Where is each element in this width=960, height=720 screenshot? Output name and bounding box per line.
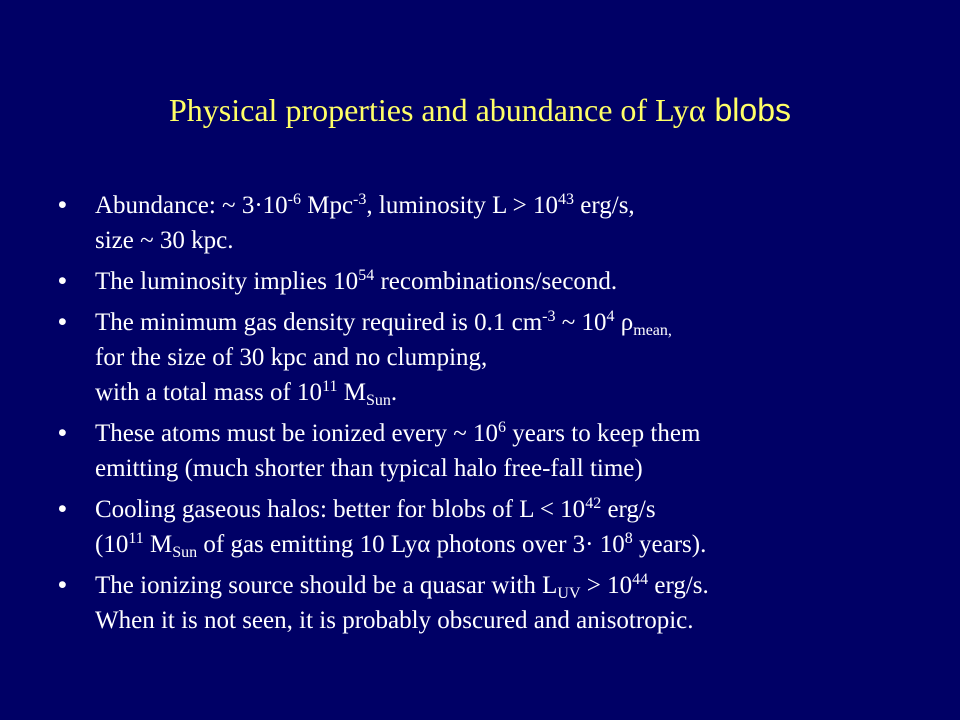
bullet-text: for the size of 30 kpc and no clumping, [95,344,488,371]
title-alpha-symbol: α [688,92,706,128]
superscript: 44 [632,571,649,588]
slide-title [0,88,960,132]
superscript: -3 [542,308,556,325]
bullet-text: When it is not seen, it is probably obscured and anisotropic. [95,607,694,634]
bullet-text: years). [632,531,707,558]
bullet-text: These atoms must be ionized every ~ 10 [95,420,499,447]
superscript: 4 [606,308,615,325]
bullet-text: . [390,379,398,406]
bullet-text: Abundance: ~ 3·10 [95,192,288,219]
bullet-item-ionizing-source [58,568,938,638]
bullet-icon: • [58,267,67,295]
bullet-item-cooling-halos [58,492,938,562]
bullet-text: The ionizing source should be a quasar with L [95,572,558,599]
subscript: mean, [633,322,672,339]
superscript: 11 [128,530,144,547]
superscript: 42 [585,495,602,512]
bullet-text: M [337,379,366,406]
bullet-text: ~ 10 [555,309,607,336]
title-text: Physical properties and abundance of Ly [169,92,689,128]
bullet-text: size ~ 30 kpc. [95,227,234,254]
bullet-text: The luminosity implies 10 [95,268,359,295]
bullet-text: (10 [95,531,129,558]
superscript: 6 [498,419,507,436]
bullet-item-ionization [58,416,938,486]
bullet-text: of gas emitting 10 Lyα photons over 3· 10 [197,531,625,558]
bullet-icon: • [58,571,67,599]
superscript: -3 [353,191,367,208]
bullet-text: years to keep them [506,420,701,447]
bullet-text: > 10 [580,572,633,599]
bullet-text: erg/s. [648,572,709,599]
superscript: 8 [624,530,633,547]
superscript: 11 [322,378,338,395]
subscript: Sun [365,392,391,409]
bullet-list [58,188,938,644]
bullet-icon: • [58,308,67,336]
subscript: UV [557,585,581,602]
bullet-text: erg/s [601,496,656,523]
bullet-text: , luminosity L > 10 [366,192,559,219]
bullet-text: Cooling gaseous halos: better for blobs of L < 10 [95,496,586,523]
bullet-text: The minimum gas density required is 0.1 cm [95,309,543,336]
superscript: 54 [358,267,375,284]
title-blobs: blobs [705,92,791,128]
bullet-item-gas-density [58,305,938,410]
bullet-icon: • [58,495,67,523]
bullet-text: ρ [614,309,634,336]
bullet-text: M [143,531,173,558]
bullet-text: recombinations/second. [374,268,618,295]
bullet-item-luminosity [58,264,938,299]
superscript: 43 [558,191,575,208]
bullet-icon: • [58,419,67,447]
bullet-text: erg/s, [574,192,635,219]
bullet-icon: • [58,191,67,219]
bullet-text: Mpc [300,192,354,219]
bullet-item-abundance [58,188,938,258]
superscript: -6 [287,191,301,208]
subscript: Sun [172,544,198,561]
bullet-text: with a total mass of 10 [95,379,323,406]
bullet-text: emitting (much shorter than typical halo free-fall time) [95,455,643,482]
